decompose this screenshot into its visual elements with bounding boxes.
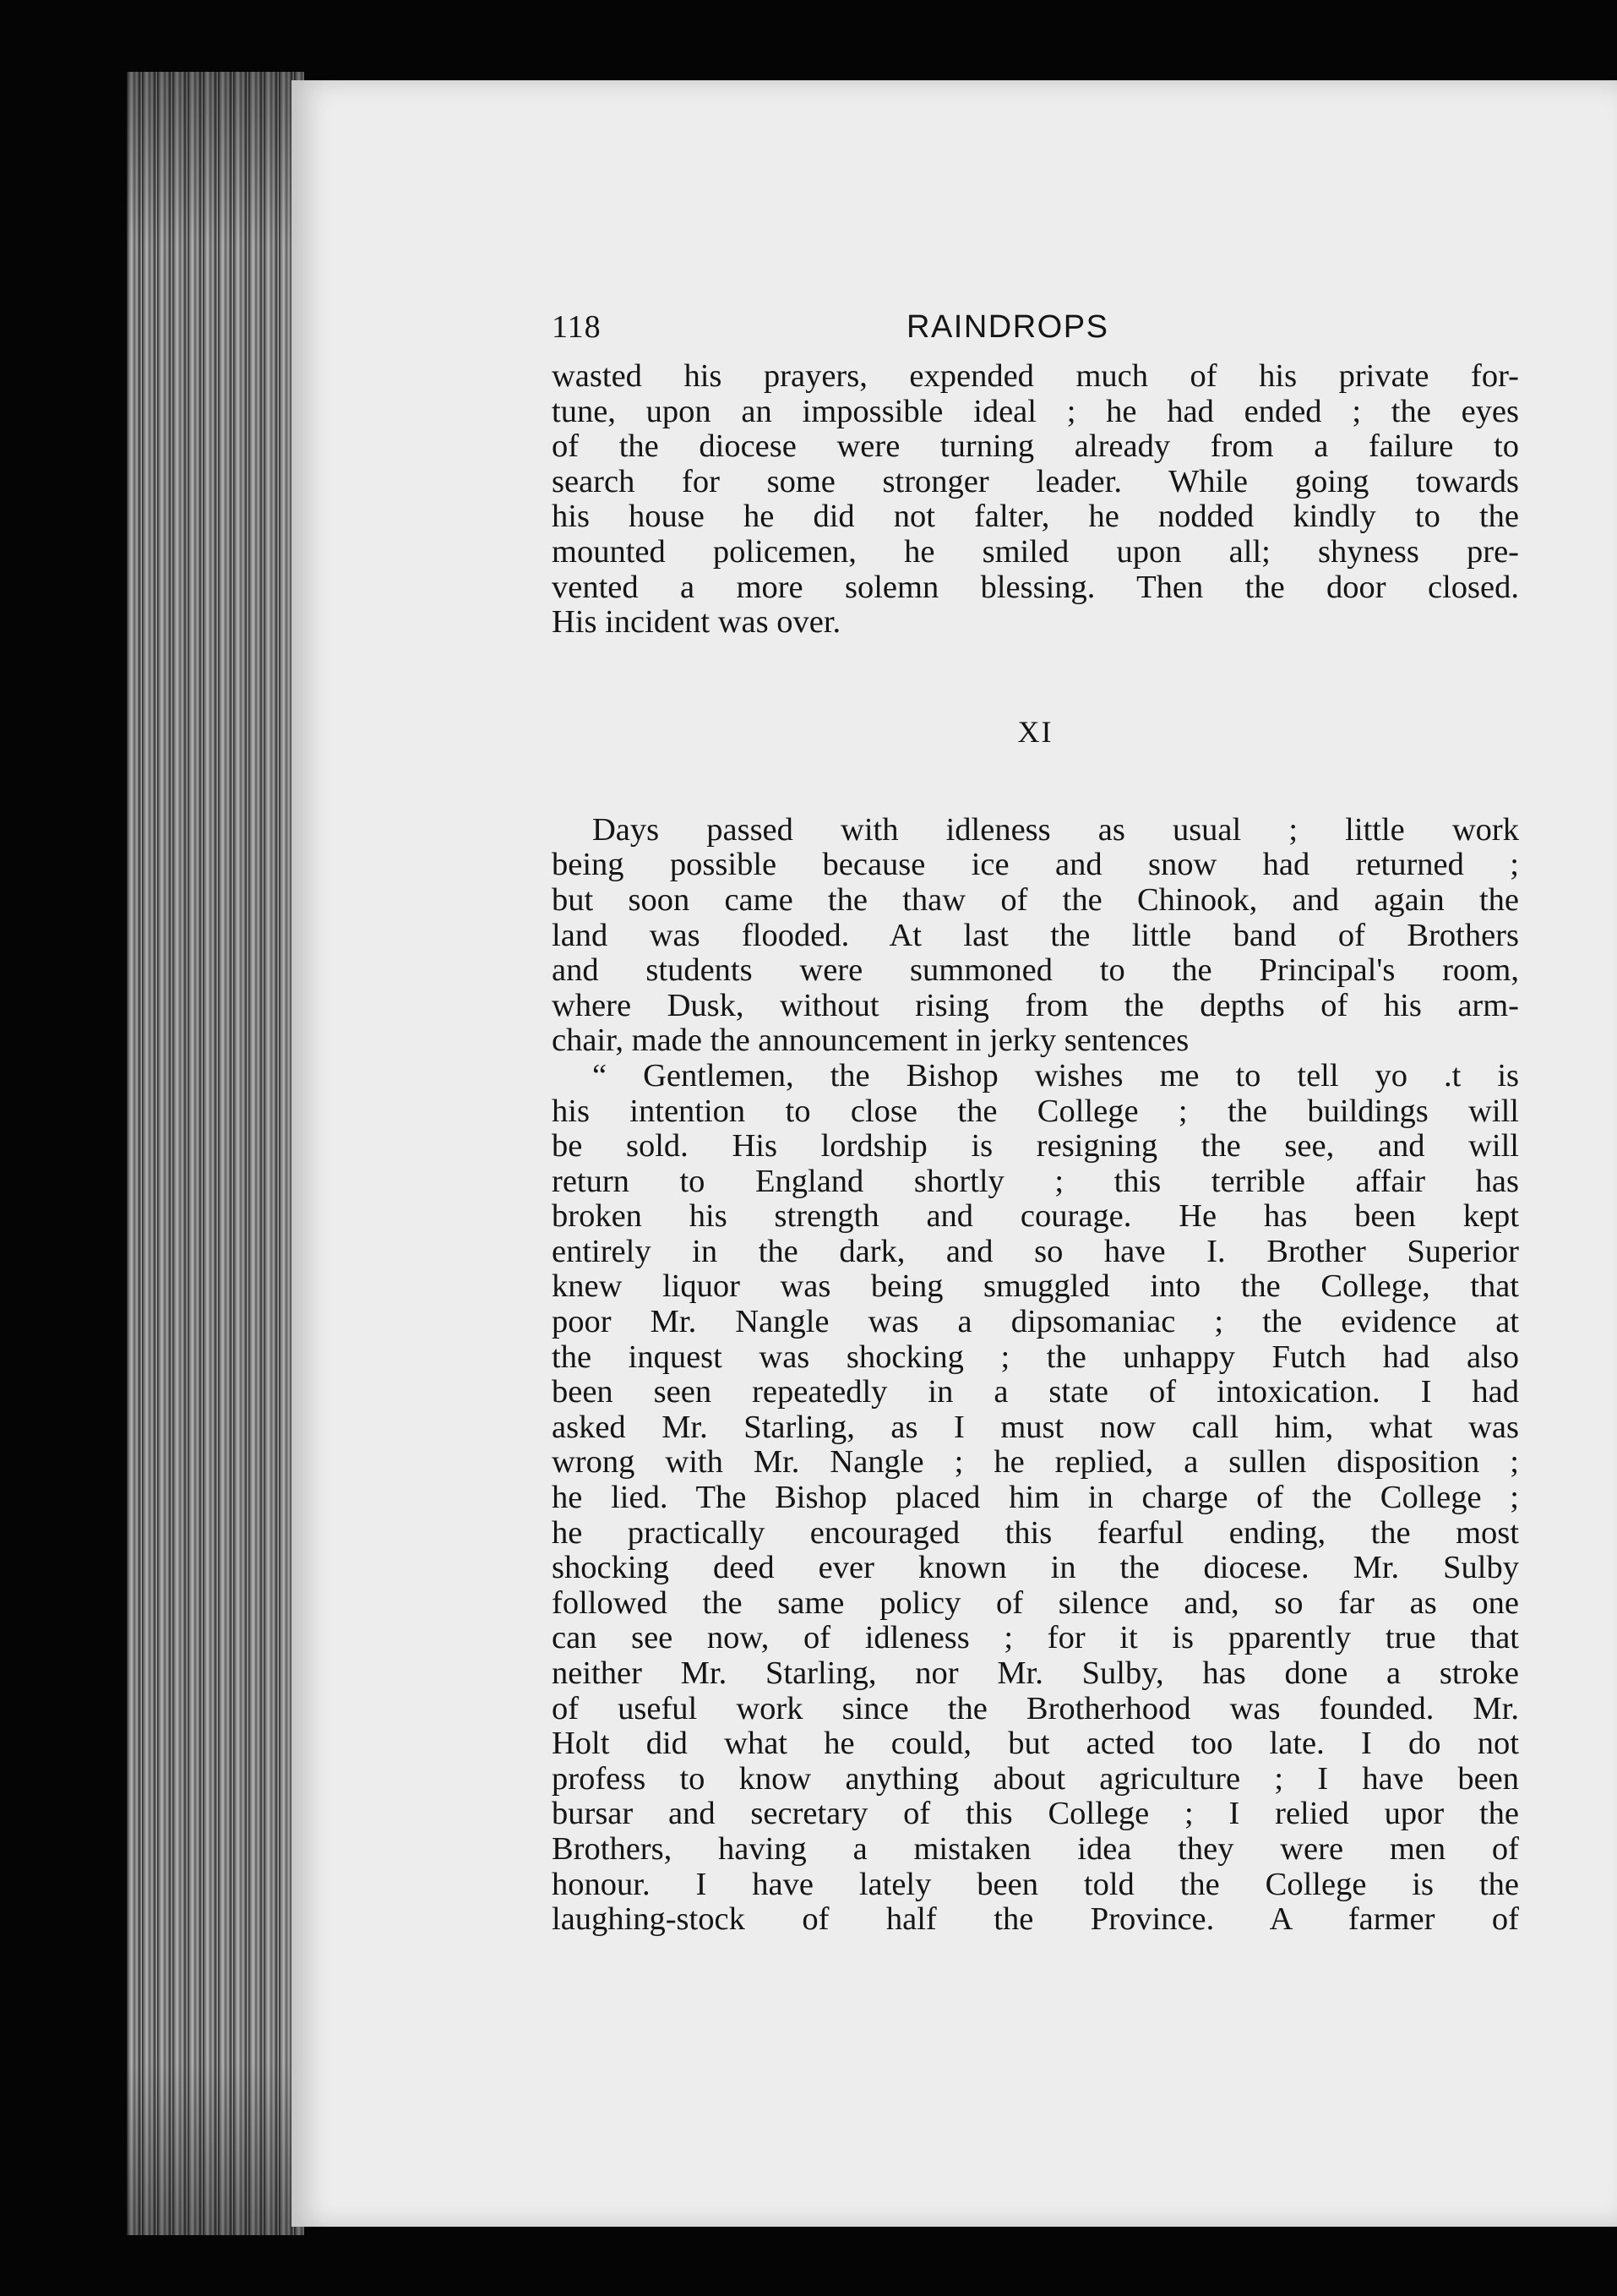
text-line: chair, made the announcement in jerky sentences xyxy=(552,1023,1190,1059)
running-title: RAINDROPS xyxy=(906,309,1109,345)
text-line: he lied. The Bishop placed him in charge of the College ; xyxy=(552,1480,1519,1516)
text-line: of the diocese were turning already from a failure to xyxy=(552,428,1519,465)
book-page xyxy=(291,80,1617,2227)
text-line: shocking deed ever known in the diocese. Mr. Sulby xyxy=(552,1550,1519,1586)
text-line: the inquest was shocking ; the unhappy Futch had also xyxy=(552,1339,1519,1375)
text-line: Days passed with idleness as usual ; little work xyxy=(592,811,1519,848)
paragraph-1 xyxy=(552,359,1519,641)
text-line: wrong with Mr. Nangle ; he replied, a sullen disposition ; xyxy=(552,1444,1519,1481)
text-line: neither Mr. Starling, nor Mr. Sulby, has done a stroke xyxy=(552,1655,1519,1691)
book-page-edges xyxy=(127,72,304,2235)
text-line: can see now, of idleness ; for it is pparently true that xyxy=(552,1620,1519,1656)
text-line: but soon came the thaw of the Chinook, and again the xyxy=(552,881,1519,918)
page-number: 118 xyxy=(552,309,602,345)
text-line: poor Mr. Nangle was a dipsomaniac ; the evidence at xyxy=(552,1304,1519,1340)
text-line: His incident was over. xyxy=(552,604,841,641)
text-line: entirely in the dark, and so have I. Brother Superior xyxy=(552,1233,1519,1269)
text-line: his intention to close the College ; the buildings will xyxy=(552,1093,1519,1129)
text-line: where Dusk, without rising from the depths of his arm- xyxy=(552,987,1519,1023)
text-line: and students were summoned to the Principal's room, xyxy=(552,952,1519,989)
text-line: knew liquor was being smuggled into the College, that xyxy=(552,1268,1519,1305)
text-line: broken his strength and courage. He has been kept xyxy=(552,1198,1519,1235)
text-line: been seen repeatedly in a state of intoxication. I had xyxy=(552,1374,1519,1410)
text-line: Holt did what he could, but acted too late. I do not xyxy=(552,1726,1519,1762)
text-line: asked Mr. Starling, as I must now call him, what was xyxy=(552,1409,1519,1445)
text-line: his house he did not falter, he nodded kindly to the xyxy=(552,499,1519,535)
paragraph-3 xyxy=(552,1059,1519,1938)
text-line: vented a more solemn blessing. Then the door closed. xyxy=(552,569,1519,605)
text-line: followed the same policy of silence and, so far as one xyxy=(552,1584,1519,1621)
text-line: honour. I have lately been told the College is the xyxy=(552,1866,1519,1902)
text-line: land was flooded. At last the little band of Brothers xyxy=(552,917,1519,953)
text-line: of useful work since the Brotherhood was founded. Mr. xyxy=(552,1690,1519,1726)
page-text xyxy=(552,308,1519,1938)
text-line: Brothers, having a mistaken idea they were men of xyxy=(552,1830,1519,1867)
text-line: wasted his prayers, expended much of his private for- xyxy=(552,358,1519,394)
text-line: bursar and secretary of this College ; I relied upor the xyxy=(552,1796,1519,1832)
paragraph-2 xyxy=(552,813,1519,1059)
text-line: “ Gentlemen, the Bishop wishes me to tell yo .t is xyxy=(592,1057,1519,1093)
text-line: tune, upon an impossible ideal ; he had ended ; the eyes xyxy=(552,393,1519,429)
text-line: laughing-stock of half the Province. A farmer of xyxy=(552,1901,1519,1938)
running-head xyxy=(552,308,1519,359)
text-line: search for some stronger leader. While going towards xyxy=(552,463,1519,499)
text-line: return to England shortly ; this terrible affair has xyxy=(552,1163,1519,1199)
text-line: profess to know anything about agriculture ; I have been xyxy=(552,1760,1519,1797)
text-line: mounted policemen, he smiled upon all; shyness pre- xyxy=(552,533,1519,570)
text-line: being possible because ice and snow had returned ; xyxy=(552,847,1519,883)
text-line: be sold. His lordship is resigning the see, and will xyxy=(552,1128,1519,1164)
text-line: he practically encouraged this fearful ending, the most xyxy=(552,1514,1519,1551)
section-heading: XI xyxy=(1017,714,1054,749)
